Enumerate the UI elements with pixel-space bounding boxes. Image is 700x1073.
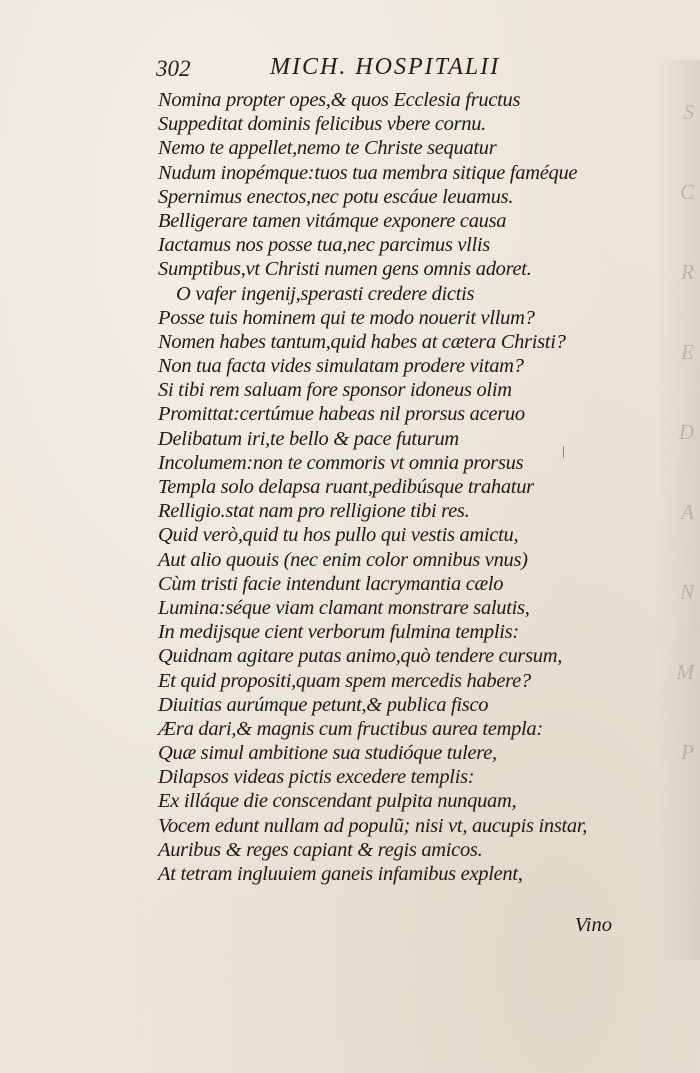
header-title: MICH. HOSPITALII [270,54,501,80]
bleed-mark: A [681,500,694,524]
verse-line: Relligio.stat nam pro relligione tibi res. [158,500,470,523]
verse-line: O vafer ingenij,sperasti credere dictis [176,282,475,305]
verse-line: Diuitias aurúmque petunt,& publica fisco [158,693,489,716]
verse-line: Dilapsos videas pictis excedere templis: [158,766,475,789]
bleed-mark: P [681,740,694,764]
verse-line: Cùm tristi facie intendunt lacrymantia cælo [158,572,504,595]
bleed-mark: N [679,580,694,604]
verse-line: Auribus & reges capiant & regis amicos. [158,838,483,861]
verse-line: Æra dari,& magnis cum fructibus aurea templa: [158,717,543,740]
running-head [156,54,546,84]
verse-line: Spernimus enectos,nec potu escáue leuamus. [158,185,514,208]
catchword: Vino [574,914,612,936]
verse-line: Lumina:séque viam clamant monstrare salutis, [158,596,530,619]
bleed-mark: C [679,180,694,204]
verse-line: Ex illáque die conscendant pulpita nunquam, [158,790,517,813]
verse-line: Quæ simul ambitione sua studióque tulere, [158,742,497,765]
verse-line: Promittat:certúmue habeas nil prorsus aceruo [158,403,525,426]
bleed-mark: D [678,420,694,444]
bleed-mark: M [676,660,694,684]
verse-line: Vocem edunt nullam ad populũ; nisi vt, aucupis instar, [158,814,588,837]
verse-line: Aut alio quouis (nec enim color omnibus vnus) [158,548,528,571]
verse-line: Si tibi rem saluam fore sponsor idoneus olim [158,379,512,402]
page-number: 302 [156,56,191,81]
verse-line: Incolumem:non te commoris vt omnia prorsus [158,451,524,474]
verse-line: Belligerare tamen vitámque exponere causa [158,209,507,232]
bleed-mark: S [683,100,694,124]
verse-line: Nemo te appellet,nemo te Christe sequatur [158,137,497,160]
show-through-margin [656,60,700,960]
bleed-mark: R [681,260,694,284]
verse-line: Et quid propositi,quam spem mercedis habere? [158,669,531,692]
bleed-mark: E [681,340,694,364]
verse-line: Nudum inopémque:tuos tua membra sitique faméque [158,161,578,184]
verse-line: Sumptibus,vt Christi numen gens omnis adoret. [158,258,532,281]
verse-line: Templa solo delapsa ruant,pedibúsque trahatur [158,476,534,498]
verse-line: Iactamus nos posse tua,nec parcimus vllis [158,234,490,257]
verse-line: Non tua facta vides simulatam prodere vitam? [158,355,524,378]
verse-line: Posse tuis hominem qui te modo nouerit vllum? [158,306,535,329]
verse-line: In medijsque cient verborum fulmina templis: [158,621,519,644]
verse-line: Quid verò,quid tu hos pullo qui vestis amictu, [158,524,519,547]
verse-line: Nomen habes tantum,quid habes at cætera Christi? [158,330,566,353]
verse-line: Nomina propter opes,& quos Ecclesia fructus [158,89,521,111]
verse-line: At tetram ingluuiem ganeis infamibus explent, [158,863,523,885]
verse-line: Delibatum iri,te bello & pace futurum [158,427,459,450]
verse-block [158,88,628,886]
verse-line: Quidnam agitare putas animo,quò tendere cursum, [158,645,563,668]
verse-line: Suppeditat dominis felicibus vbere cornu. [158,113,486,136]
